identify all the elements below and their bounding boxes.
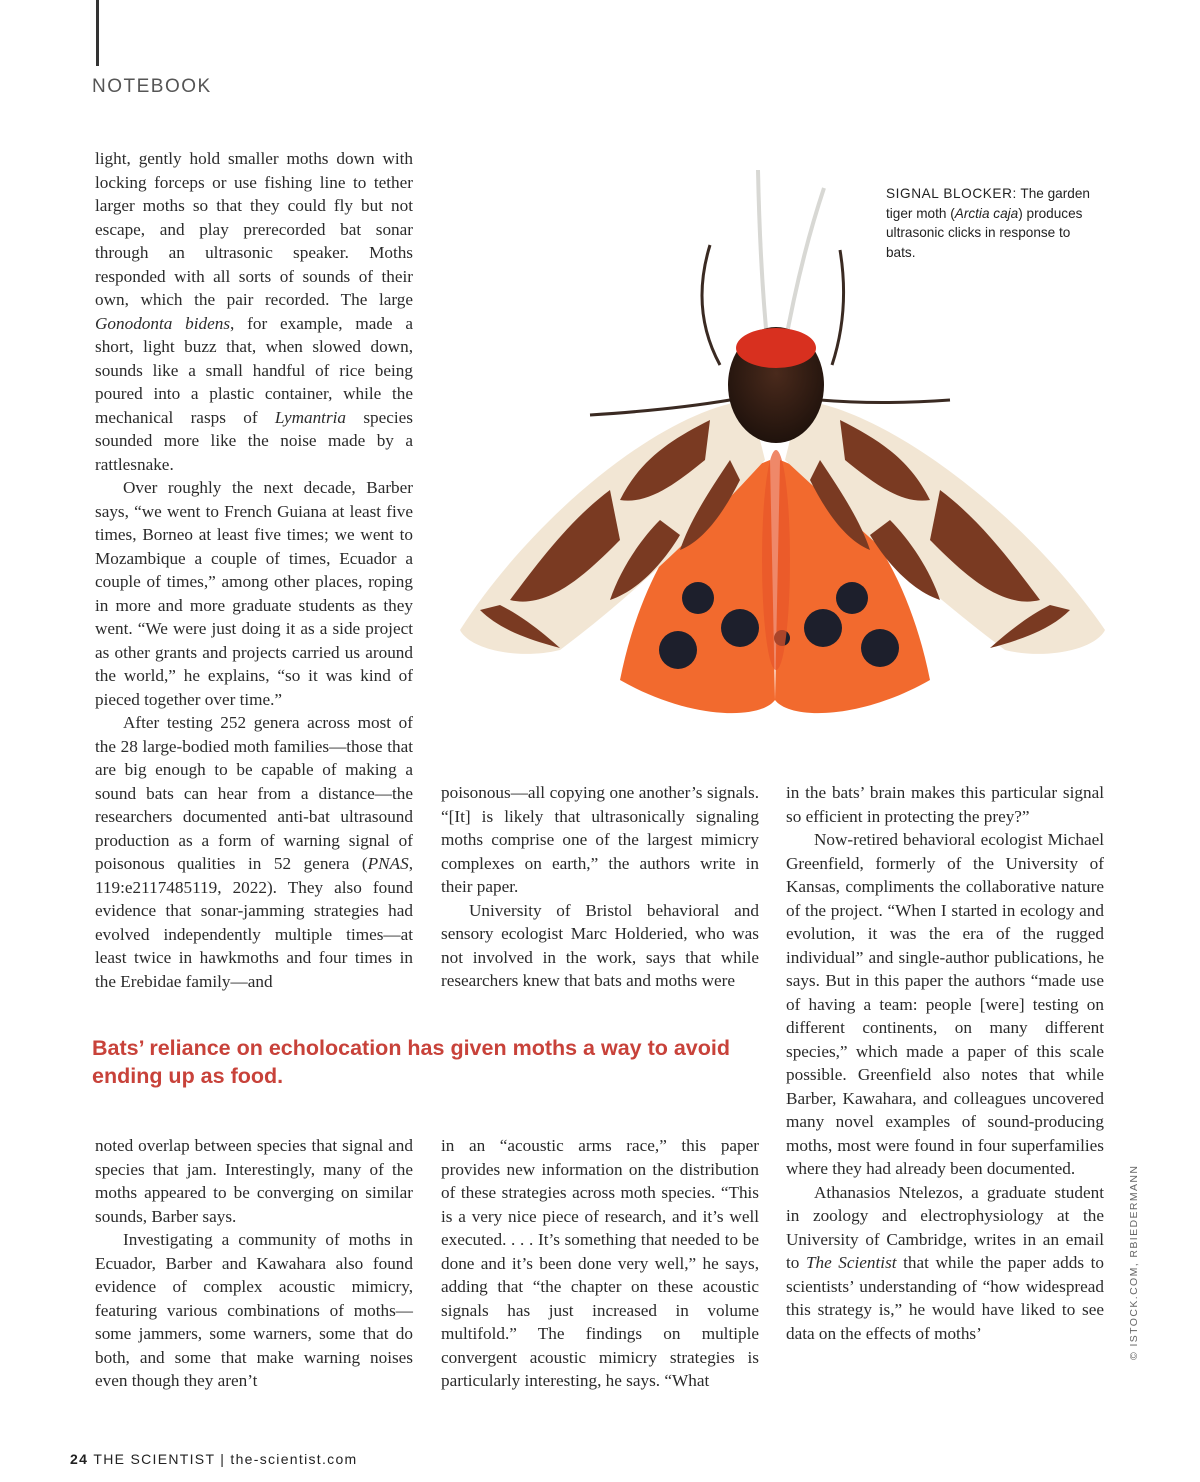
magazine-name: THE SCIENTIST — [93, 1451, 216, 1467]
paragraph: poisonous—all copying one another’s signals. “[It] is likely that ultrasonically signaling moths comprise one of the largest mimicry complexes on earth,” the authors write in their paper. — [441, 783, 759, 896]
footer-separator: | — [215, 1451, 231, 1467]
column-2-bottom — [441, 1134, 759, 1393]
caption-lead: SIGNAL BLOCKER: — [886, 186, 1017, 201]
page-number: 24 — [70, 1451, 89, 1467]
page-footer — [70, 1451, 358, 1467]
journal-name: PNAS — [367, 854, 409, 873]
column-1-top — [95, 147, 413, 993]
paragraph: Investigating a community of moths in Ecuador, Barber and Kawahara also found evidence of complex acoustic mimicry, featuring various combinations of moths—some jammers, some warners, some that do both, and some that make warning noises even though they aren’t — [95, 1230, 413, 1390]
text-run: , 119:e2117485119, 2022). They also found evidence that sonar-jamming strategies had evolved independently multiple times—at least twice in hawkmoths and four times in the Erebidae family—and — [95, 854, 413, 991]
text-run: species sounded more like the noise made by a rattlesnake. — [95, 407, 413, 474]
paragraph: Over roughly the next decade, Barber says, “we went to French Guiana at least five times, Borneo at least five times; we went to Mozambique a couple of times, Ecuador a couple of times,” among other places, roping in more and more graduate students as they went. “We were just doing it as a side project as other grants and projects carried us around the world,” he explains, “so it was kind of pieced together over time.” — [95, 478, 413, 709]
paragraph: noted overlap between species that signal and species that jam. Interestingly, many of the moths appeared to be converging on similar sounds, Barber says. — [95, 1136, 413, 1226]
column-2-top — [441, 781, 759, 993]
species-name: Gonodonta bidens — [95, 313, 231, 333]
column-3 — [786, 781, 1104, 1345]
column-1-bottom — [95, 1134, 413, 1393]
text-run: light, gently hold smaller moths down with locking forceps or use fishing line to tether larger moths so that they could fly but not escape, and play prerecorded bat sonar through an ultrasonic speaker. Moths responded with all sorts of sounds of their own, which the pair recorded. The large — [95, 149, 413, 309]
paragraph — [786, 1181, 1104, 1346]
section-label: NOTEBOOK — [92, 76, 212, 97]
publication-name: The Scientist — [805, 1253, 897, 1272]
website-link[interactable]: the-scientist.com — [230, 1451, 358, 1467]
text-run: Athanasios Ntelezos, a graduate student in zoology and electrophysiology at the University of Cambridge, writes in an email to — [786, 1182, 1104, 1272]
species-name: Lymantria — [274, 407, 347, 427]
paragraph: Now-retired behavioral ecologist Michael Greenfield, formerly of the University of Kansas, compliments the collaborative nature of the project. “When I started in ecology and evolution, it was the era of the rugged individual” and single-author publications, he says. But in this paper the authors “made use of having a team: people [were] testing on different continents, on many different species,” which made a paper of this scale possible. Greenfield also notes that while Barber, Kawahara, and colleagues uncovered many novel examples of sound-producing moths, most were found in four superfamilies where they had already been documented. — [786, 830, 1104, 1178]
caption-text-end: ) produces ultrasonic clicks in response to bats. — [886, 205, 1083, 260]
image-caption — [886, 184, 1100, 262]
pull-quote: Bats’ reliance on echolocation has given moths a way to avoid ending up as food. — [92, 1036, 731, 1088]
text-run: After testing 252 genera across most of the 28 large-bodied moth families—those that are big enough to be capable of making a sound bats can hear from a distance—the researchers documented anti-bat ultrasound production as a form of warning signal of poisonous qualities in 52 genera ( — [95, 713, 413, 873]
paragraph — [95, 711, 413, 993]
text-run: that while the paper adds to scientists’ understanding of “how widespread this strategy is,” he would have liked to see data on the effects of moths’ — [786, 1253, 1104, 1343]
paragraph: University of Bristol behavioral and sensory ecologist Marc Holderied, who was not involved in the work, says that while researchers knew that bats and moths were — [441, 900, 759, 990]
header-rule — [96, 0, 99, 66]
caption-species: Arctia caja — [954, 205, 1019, 221]
photo-credit: © ISTOCK.COM, RBIEDERMANN — [1128, 1164, 1140, 1360]
text-run: , for example, made a short, light buzz that, when slowed down, sounds like a small handful of rice being poured into a plastic container, while the mechanical rasps of — [95, 313, 414, 427]
paragraph — [95, 147, 413, 476]
paragraph: in an “acoustic arms race,” this paper provides new information on the distribution of these strategies across moth species. “This is a very nice piece of research, and it’s well executed. . . . It’s something that needed to be done and it’s been done very well,” he says, adding that “the chapter on these acoustic signals has just increased in volume multifold.” The findings on multiple convergent acoustic mimicry strategies is particularly interesting, he says. “What — [441, 1136, 759, 1390]
caption-text: The garden tiger moth ( — [886, 186, 1090, 221]
paragraph: in the bats’ brain makes this particular signal so efficient in protecting the prey?” — [786, 783, 1104, 826]
